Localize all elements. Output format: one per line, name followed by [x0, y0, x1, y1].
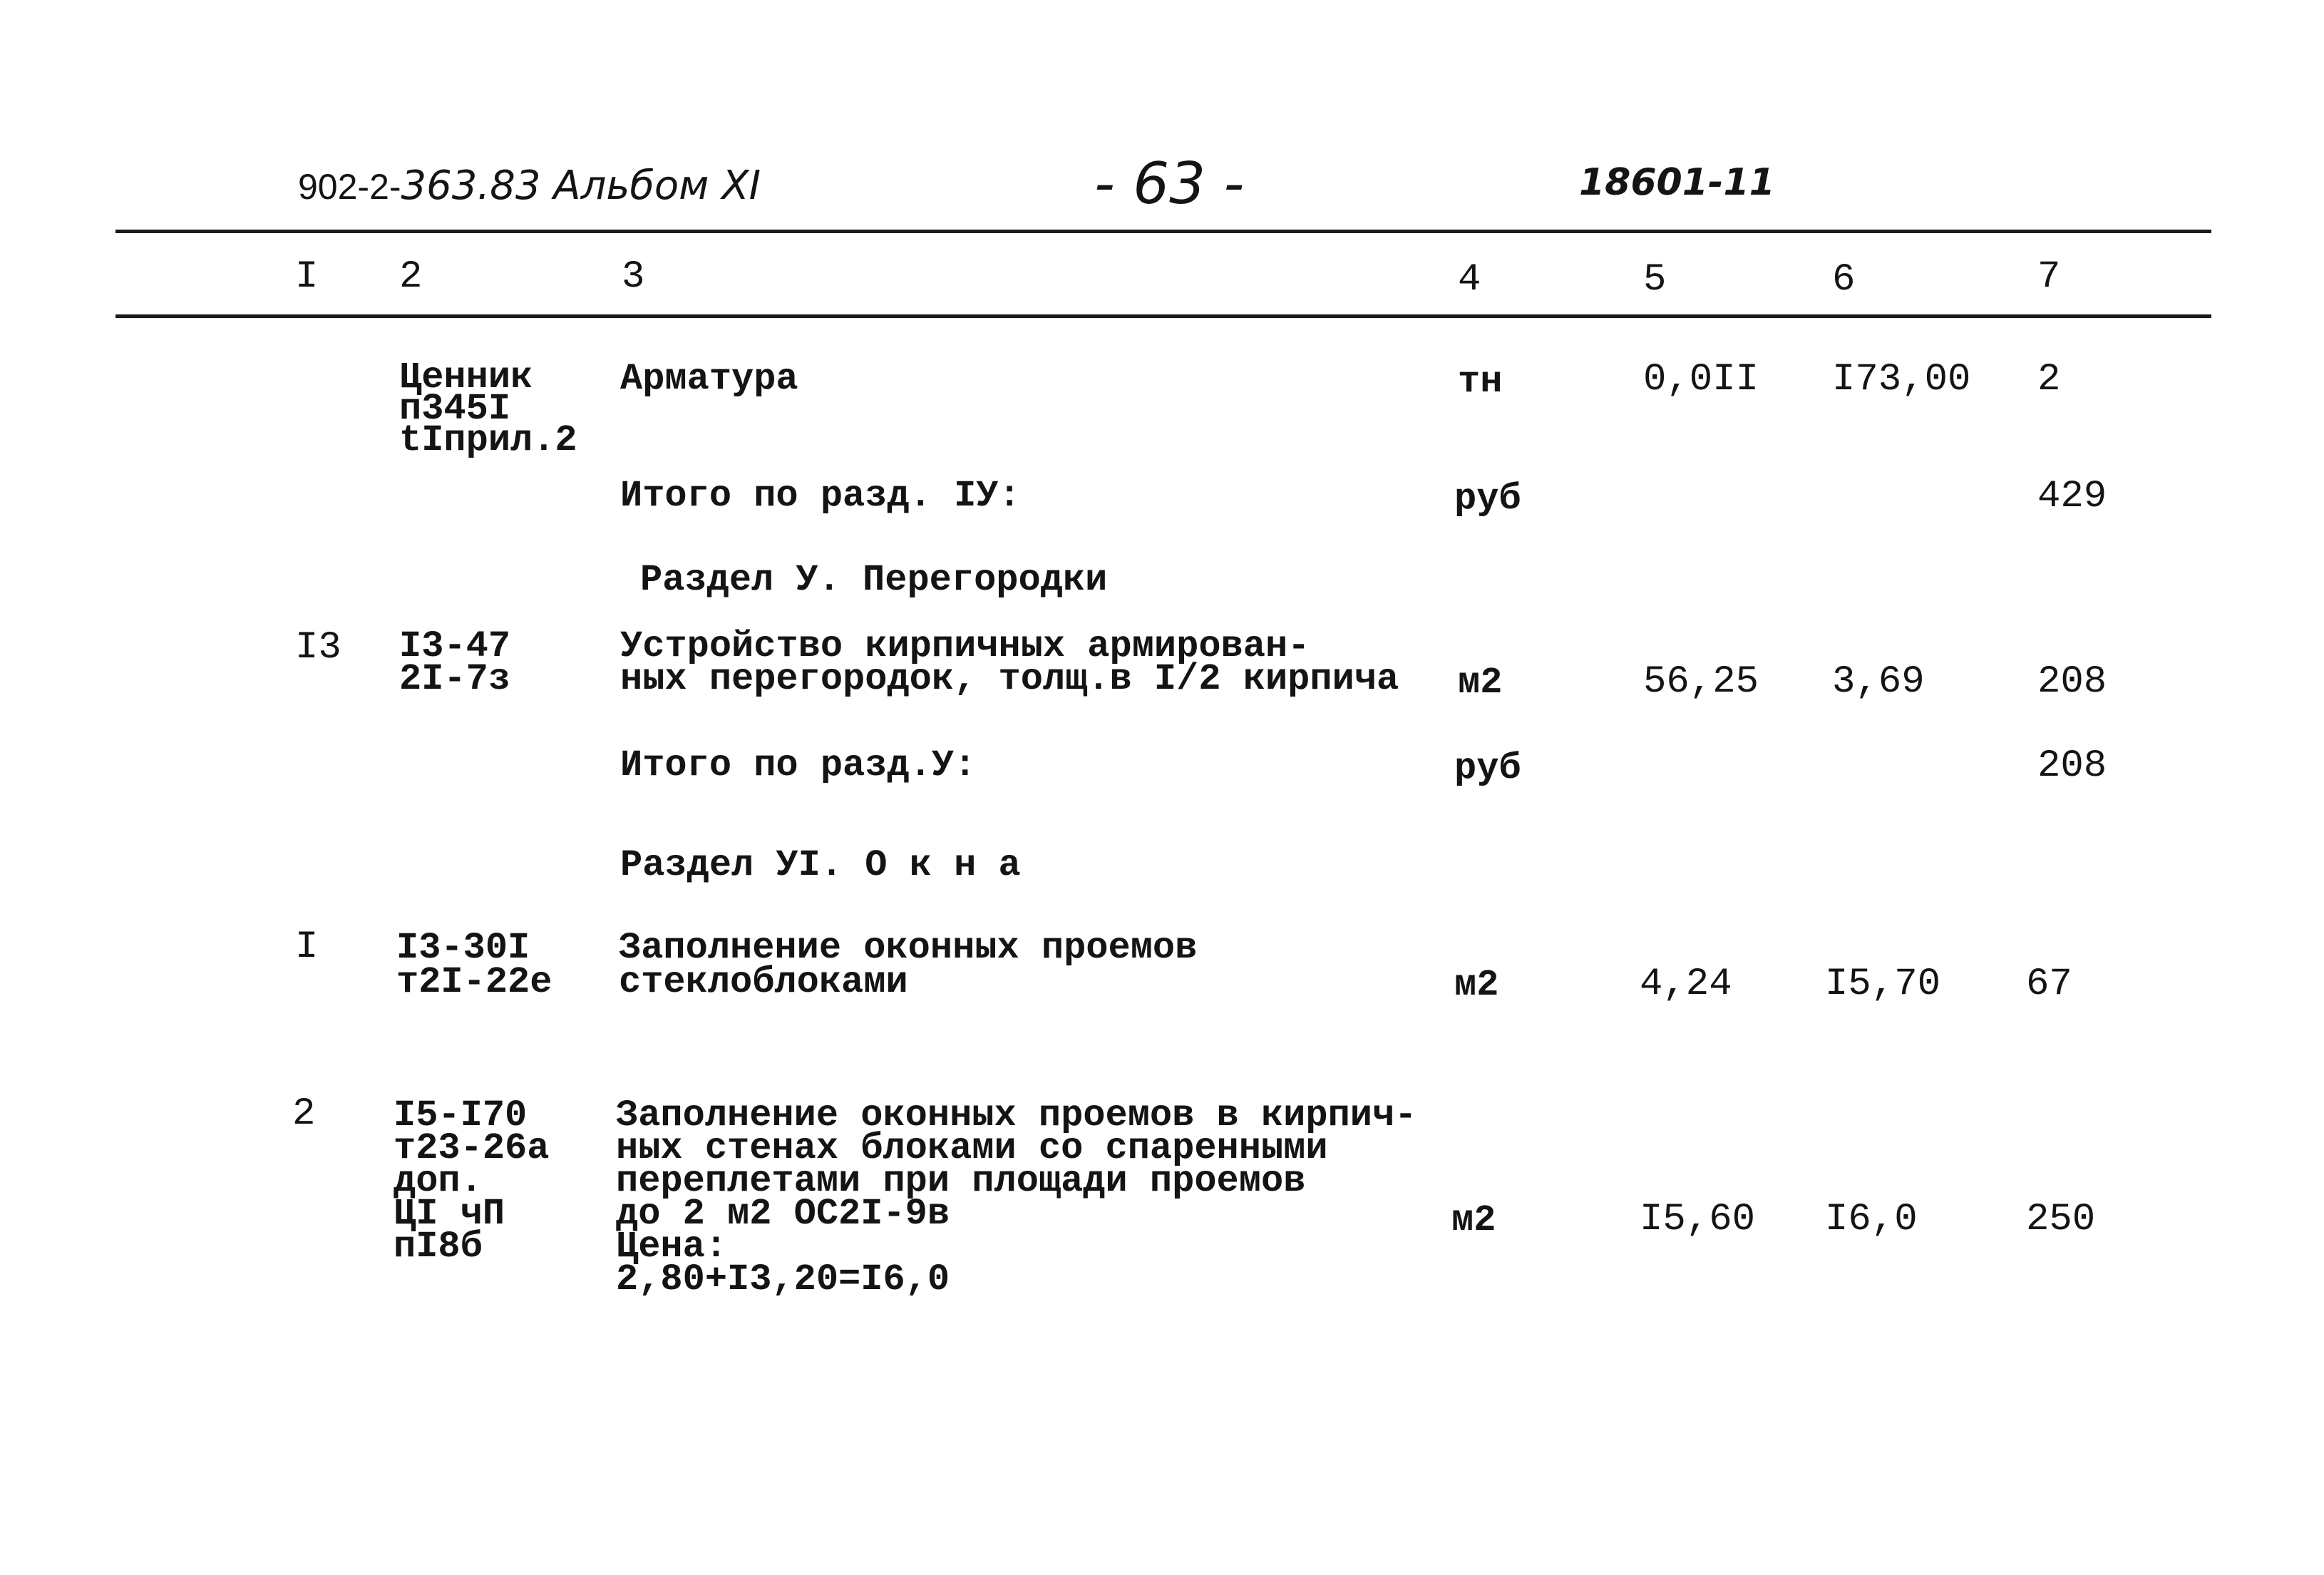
row-unit-price: I73,00: [1832, 358, 1971, 401]
column-header-6: 6: [1832, 258, 1856, 302]
document-code-handwritten: 363.83 Альбом XI: [401, 163, 761, 209]
row-description: Заполнение оконных проемов стеклоблоками: [619, 927, 1198, 1003]
row-description: Устройство кирпичных армирован- ных перегородок, толщ.в I/2 кирпича: [620, 625, 1399, 700]
row-description: Арматура: [620, 358, 798, 400]
section-heading: Раздел У. Перегородки: [640, 559, 1108, 601]
subtotal-label: Итого по разд.У:: [620, 744, 977, 786]
header-top-rule: [115, 230, 2211, 233]
column-header-3: 3: [622, 255, 645, 299]
row-number: I: [295, 925, 319, 969]
reference-number: 18601-11: [1579, 161, 1775, 204]
section-heading: Раздел УI. О к н а: [620, 844, 1021, 886]
subtotal-value: 208: [2037, 744, 2107, 788]
row-unit: м2: [1454, 964, 1499, 1006]
row-description: Заполнение оконных проемов в кирпич- ных стенах блоками со спаренными переплетами при площади проемов до 2 м2 ОС2I-9в Цена: 2,80+I3,20=I6,0: [616, 1094, 1417, 1300]
row-ref-code: I3-47 2I-7з: [399, 625, 511, 700]
row-total: 67: [2026, 963, 2072, 1006]
document-code-printed: 902-2-: [298, 167, 401, 207]
subtotal-label: Итого по разд. IУ:: [620, 475, 1021, 517]
row-quantity: 56,25: [1643, 660, 1759, 704]
document-code: [298, 163, 761, 209]
row-ref-code: I3-30I т2I-22е: [396, 927, 552, 1003]
row-total: 250: [2026, 1198, 2096, 1241]
row-number: I3: [295, 626, 341, 669]
row-unit-price: I5,70: [1825, 963, 1941, 1006]
row-unit-price: I6,0: [1825, 1198, 1918, 1241]
subtotal-unit: руб: [1454, 747, 1521, 789]
row-unit-price: 3,69: [1832, 660, 1925, 704]
row-quantity: 4,24: [1640, 963, 1732, 1006]
header-bottom-rule: [115, 314, 2211, 318]
subtotal-unit: руб: [1454, 478, 1521, 520]
row-ref-code: I5-I70 т23-26а доп. ЦI чП пI8б: [394, 1094, 550, 1268]
row-unit: тн: [1458, 361, 1503, 403]
column-header-2: 2: [399, 255, 423, 299]
column-header-7: 7: [2037, 255, 2061, 299]
row-quantity: 0,0II: [1643, 358, 1759, 401]
column-header-5: 5: [1643, 258, 1667, 302]
row-number: 2: [292, 1092, 316, 1136]
row-unit: м2: [1451, 1199, 1496, 1241]
row-total: 208: [2037, 660, 2107, 704]
page-number: - 63 -: [1094, 150, 1245, 217]
row-total: 2: [2037, 358, 2061, 401]
row-unit: м2: [1458, 662, 1503, 704]
column-header-4: 4: [1458, 258, 1481, 302]
row-quantity: I5,60: [1640, 1198, 1756, 1241]
column-header-1: I: [295, 255, 319, 299]
row-ref-code: Ценник п345I tIприл.2: [399, 356, 577, 461]
subtotal-value: 429: [2037, 475, 2107, 518]
